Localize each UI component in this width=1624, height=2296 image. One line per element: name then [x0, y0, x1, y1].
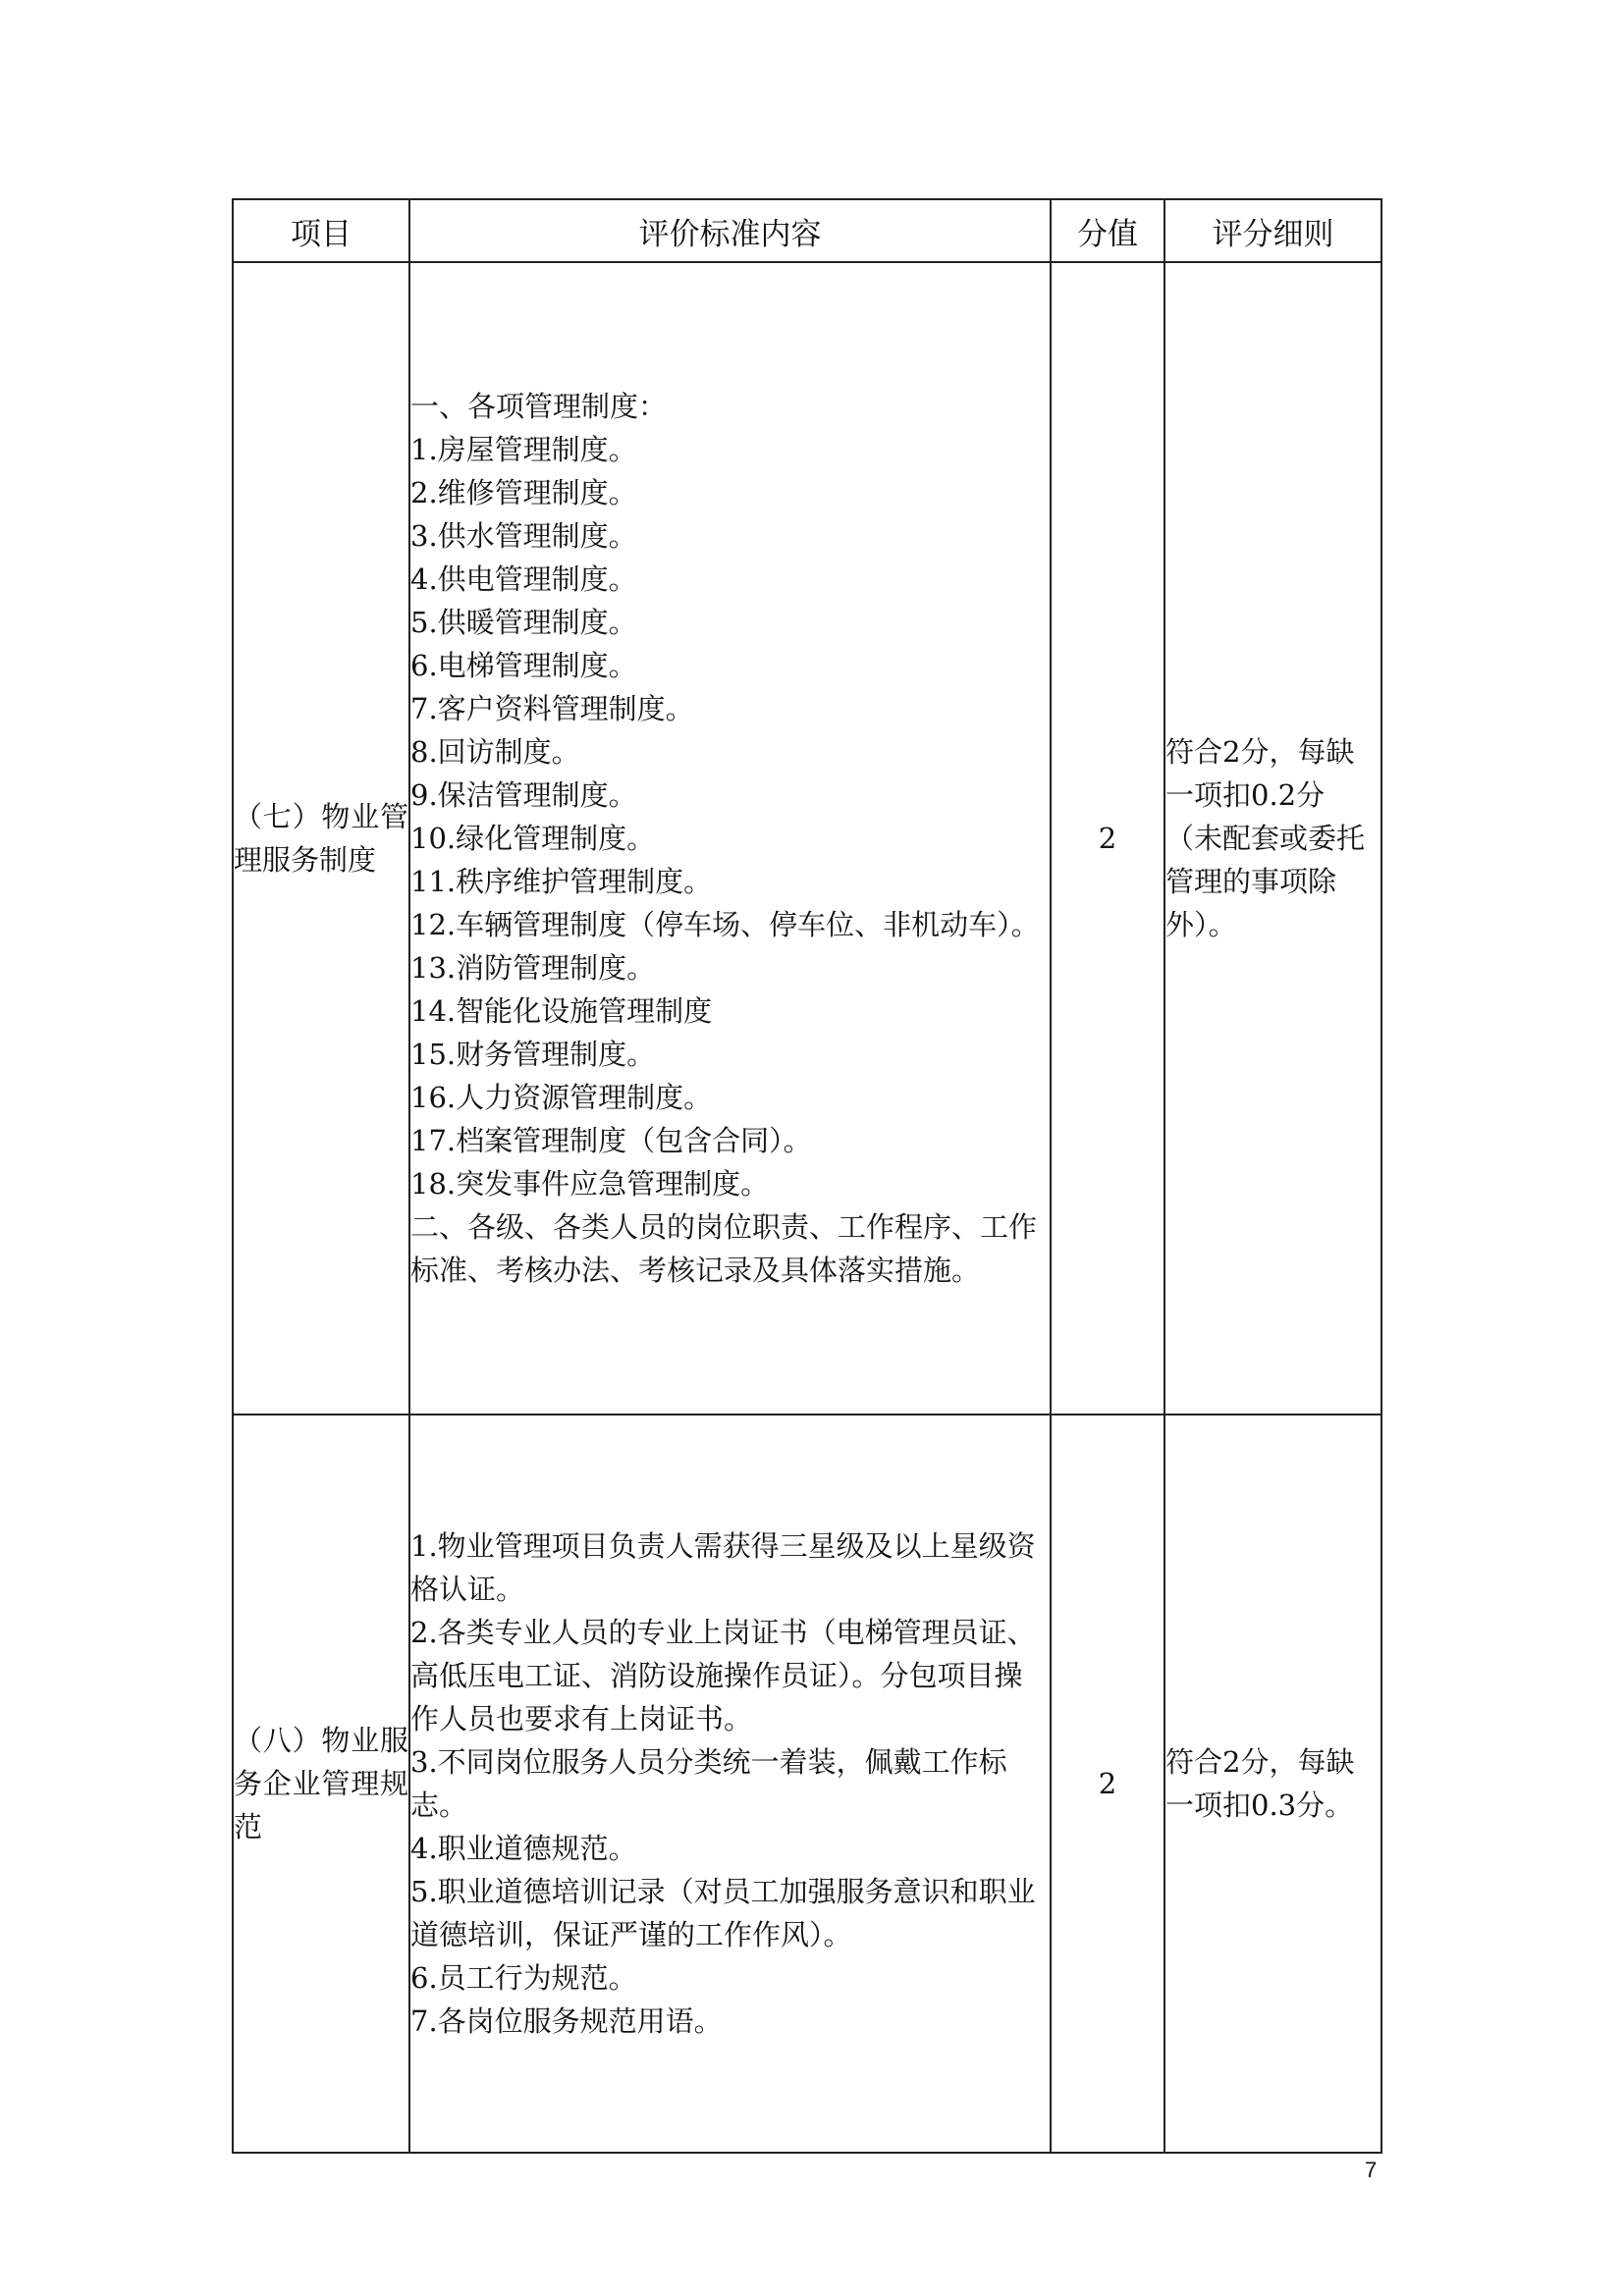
content-line: 10.绿化管理制度。 [410, 822, 656, 855]
content-line: 3.不同岗位服务人员分类统一着装，佩戴工作标志。 [410, 1745, 1007, 1822]
score-cell: 2 [1051, 1415, 1164, 2153]
content-line: 二、各级、各类人员的岗位职责、工作程序、工作标准、考核办法、考核记录及具体落实措施。 [410, 1210, 1038, 1287]
content-line: 4.供电管理制度。 [410, 562, 637, 596]
content-cell [409, 262, 1051, 1415]
project-cell: （七）物业管理服务制度 [233, 262, 409, 1415]
header-detail: 评分细则 [1164, 199, 1381, 262]
content-line: 15.财务管理制度。 [410, 1038, 656, 1071]
detail-cell: 符合2分，每缺一项扣0.2分（未配套或委托管理的事项除外）。 [1164, 262, 1381, 1415]
content-line: 1.物业管理项目负责人需获得三星级及以上星级资格认证。 [410, 1529, 1036, 1606]
content-line: 16.人力资源管理制度。 [410, 1081, 713, 1114]
content-line: 5.供暖管理制度。 [410, 606, 637, 639]
detail-cell: 符合2分，每缺一项扣0.3分。 [1164, 1415, 1381, 2153]
content-line: 5.职业道德培训记录（对员工加强服务意识和职业道德培训，保证严谨的工作作风）。 [410, 1875, 1036, 1951]
header-row [233, 199, 1381, 262]
content-line: 6.电梯管理制度。 [410, 649, 637, 682]
content-line: 一、各项管理制度： [410, 390, 668, 423]
evaluation-table [232, 198, 1382, 2154]
content-line: 7.各岗位服务规范用语。 [410, 2004, 723, 2038]
content-line: 17.档案管理制度（包含合同）。 [410, 1124, 812, 1157]
content-cell [409, 1415, 1051, 2153]
content-line: 2.各类专业人员的专业上岗证书（电梯管理员证、高低压电工证、消防设施操作员证）。分包项目操作人员也要求有上岗证书。 [410, 1616, 1036, 1735]
page-number: 7 [1365, 2158, 1378, 2182]
content-line: 7.客户资料管理制度。 [410, 692, 694, 725]
content-line: 12.车辆管理制度（停车场、停车位、非机动车）。 [410, 908, 1040, 941]
table-row [233, 1415, 1381, 2153]
header-content: 评价标准内容 [409, 199, 1051, 262]
score-cell: 2 [1051, 262, 1164, 1415]
header-project: 项目 [233, 199, 409, 262]
content-line: 6.员工行为规范。 [410, 1961, 637, 1995]
project-cell: （八）物业服务企业管理规范 [233, 1415, 409, 2153]
content-line: 2.维修管理制度。 [410, 476, 637, 509]
header-score: 分值 [1051, 199, 1164, 262]
content-line: 1.房屋管理制度。 [410, 433, 637, 466]
content-line: 18.突发事件应急管理制度。 [410, 1167, 770, 1201]
table-row [233, 262, 1381, 1415]
content-line: 9.保洁管理制度。 [410, 778, 637, 812]
content-line: 14.智能化设施管理制度 [410, 994, 713, 1028]
content-line: 13.消防管理制度。 [410, 951, 656, 985]
content-line: 4.职业道德规范。 [410, 1832, 637, 1865]
content-line: 3.供水管理制度。 [410, 519, 637, 553]
content-line: 11.秩序维护管理制度。 [410, 865, 713, 898]
content-line: 8.回访制度。 [410, 735, 580, 769]
